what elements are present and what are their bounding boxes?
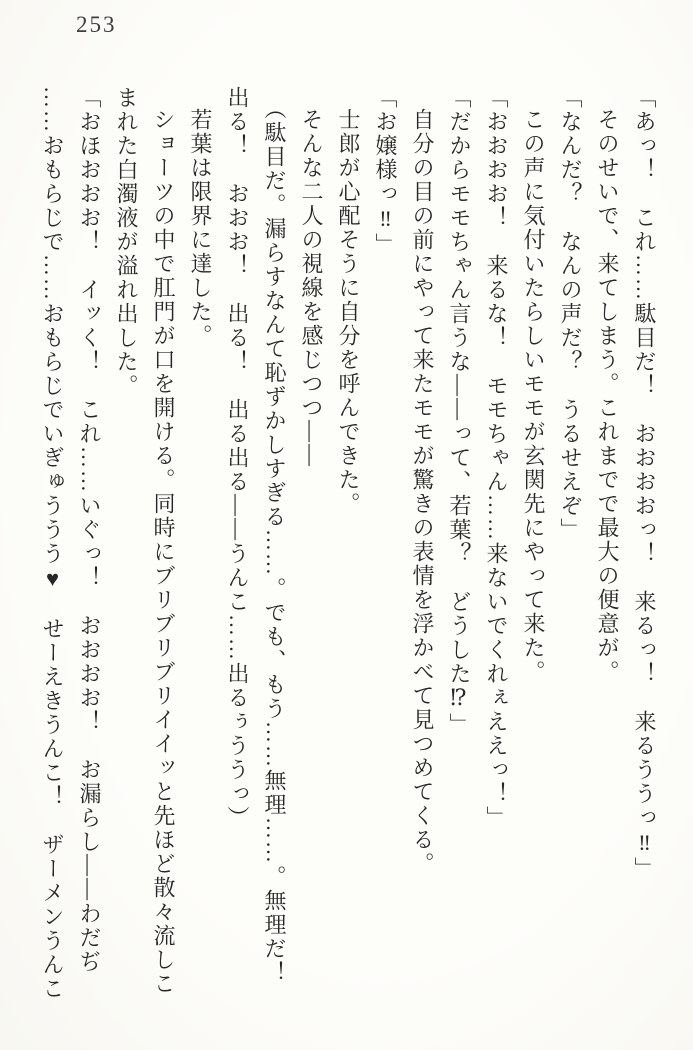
page-number: 253 xyxy=(76,12,117,37)
text-line: そのせいで、来てしまう。これまでで最大の便意が。 xyxy=(595,108,620,684)
text-line: そんな二人の視線を感じつつ―― xyxy=(299,108,324,468)
text-line: 「お嬢様っ‼」 xyxy=(373,86,398,257)
text-line: 士郎が心配そうに自分を呼んできた。 xyxy=(336,108,361,516)
text-line: 若葉は限界に達した。 xyxy=(188,108,213,348)
text-line: ……おもらじで……おもらじでいぎゅううう♥ せーえきうんこ！ ザーメンうんこ xyxy=(40,86,65,1001)
text-line: 自分の目の前にやって来たモモが驚きの表情を浮かべて見つめてくる。 xyxy=(410,108,435,876)
text-line: 「おほおおお！ イッく！ これ……いぐっ！ おおおお！ お漏らし――わだぢ xyxy=(77,86,102,974)
text-line: （駄目だ。漏らすなんて恥ずかしすぎる……。でも、もう……無理……。無理だ！ xyxy=(262,97,287,985)
text-line: まれた白濁液が溢れ出した。 xyxy=(114,86,139,398)
text-block xyxy=(31,86,663,1030)
text-line: 出る！ おおお！ 出る！ 出る出る――うんこ……出るぅううっ） xyxy=(225,86,250,830)
text-line: 「なんだ？ なんの声だ？ うるせえぞ」 xyxy=(558,86,583,542)
text-line: 「あっ！ これ……駄目だ！ おおおおっ！ 来るっ！ 来るううっ‼」 xyxy=(632,86,657,881)
text-line: この声に気付いたらしいモモが玄関先にやって来た。 xyxy=(521,108,546,684)
text-line: 「だからモモちゃん言うな――って、若葉？ どうした⁉」 xyxy=(447,86,472,737)
text-line: ショーツの中で肛門が口を開ける。同時にブリブリブリイイッと先ほど散々流しこ xyxy=(151,108,176,996)
text-line: 「おおおお！ 来るな！ モモちゃん……来ないでくれぇええっ！」 xyxy=(484,86,509,830)
